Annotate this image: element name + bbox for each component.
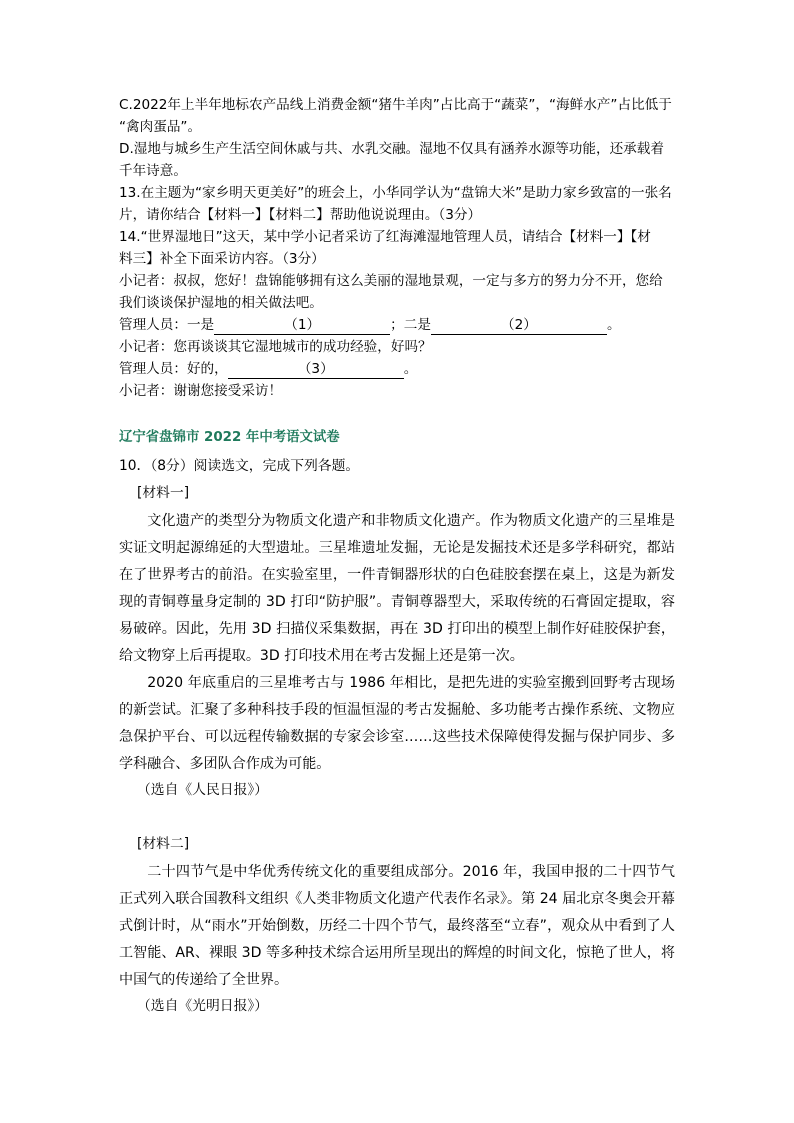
option-d-line1: D.湿地与城乡生产生活空间休戚与共、水乳交融。湿地不仅具有涵养水源等功能，还承载着 [119, 141, 664, 157]
reporter-question-1-line2: 我们谈谈保护湿地的相关做法吧。 [119, 295, 323, 311]
answer-blank-1[interactable]: （1） [214, 317, 390, 335]
reporter-question-1-line1: 小记者：叔叔，您好！盘锦能够拥有这么美丽的湿地景观，一定与多方的努力分不开，您给 [119, 273, 663, 289]
material-1-label: [材料一] [137, 485, 190, 501]
reporter-closing: 小记者：谢谢您接受采访！ [119, 383, 283, 399]
manager-answer-2-end: 。 [403, 361, 418, 377]
option-c-line2: “禽肉蛋品”。 [119, 119, 202, 135]
answer-blank-3[interactable]: （3） [228, 361, 404, 379]
question-10: 10．（8分）阅读选文，完成下列各题。 [119, 458, 360, 474]
manager-answer-1-mid: ；二是 [390, 317, 431, 333]
question-14-line1: 14.“世界湿地日”这天，某中学小记者采访了红海滩湿地管理人员，请结合【材料一】【材 [119, 229, 651, 245]
option-c-line1: C.2022年上半年地标农产品线上消费金额“猪牛羊肉”占比高于“蔬菜”，“海鲜水产”占比低于 [119, 97, 672, 113]
material-1-paragraph-1: 文化遗产的类型分为物质文化遗产和非物质文化遗产。作为物质文化遗产的三星堆是实证文明起源绵延的大型遗址。三星堆遗址发掘，无论是发掘技术还是多学科研究，都站在了世界考古的前沿。在实验室里，一件青铜器形状的白色硅胶套摆在桌上，这是为新发现的青铜尊量身定制的 3D 打印“防护服”。青铜尊器型大，采取传统的石膏固定提取，容易破碎。因此，先用 3D 扫描仪采集数据，再在 3D 打印出的模型上制作好硅胶保护套，给文物穿上后再提取。3D 打印技术用在考古发掘上还是第一次。 [119, 513, 675, 664]
option-d-line2: 千年诗意。 [119, 163, 187, 179]
question-13-line1: 13.在主题为“家乡明天更美好”的班会上，小华同学认为“盘锦大米”是助力家乡致富的一张名 [119, 185, 672, 201]
question-13-line2: 片，请你结合【材料一】【材料二】帮助他说说理由。（3分） [119, 207, 482, 223]
reporter-question-2: 小记者：您再谈谈其它湿地城市的成功经验，好吗？ [119, 339, 432, 355]
manager-answer-2-prefix: 管理人员：好的， [119, 361, 228, 377]
exam-heading: 辽宁省盘锦市 2022 年中考语文试卷 [119, 430, 340, 445]
material-2-label: [材料二] [137, 836, 190, 852]
material-1-paragraph-2: 2020 年底重启的三星堆考古与 1986 年相比，是把先进的实验室搬到回野考古现场的新尝试。汇聚了多种科技手段的恒温恒湿的考古发掘舱、多功能考古操作系统、文物应急保护平台、可以远程传输数据的专家会诊室……这些技术保障使得发掘与保护同步、多学科融合、多团队合作成为可能。 [119, 675, 675, 772]
manager-answer-1-prefix: 管理人员：一是 [119, 317, 215, 333]
answer-blank-2[interactable]: （2） [431, 317, 607, 335]
material-1-source: （选自《人民日报》） [137, 782, 269, 798]
manager-answer-2 [119, 358, 417, 380]
question-14-line2: 料三】补全下面采访内容。（3分） [119, 251, 325, 267]
material-2-source: （选自《光明日报》） [137, 998, 269, 1014]
manager-answer-1-end: 。 [606, 317, 621, 333]
manager-answer-1 [119, 314, 621, 336]
material-2-paragraph-1: 二十四节气是中华优秀传统文化的重要组成部分。2016 年，我国申报的二十四节气正式列入联合国教科文组织《人类非物质文化遗产代表作名录》。第 24 届北京冬奥会开幕式倒计时，从“雨水”开始倒数，历经二十四个节气，最终落至“立春”，观众从中看到了人工智能、AR、裸眼 3D 等多种技术综合运用所呈现出的辉煌的时间文化，惊艳了世人，将中国气的传递给了全世界。 [119, 864, 675, 988]
